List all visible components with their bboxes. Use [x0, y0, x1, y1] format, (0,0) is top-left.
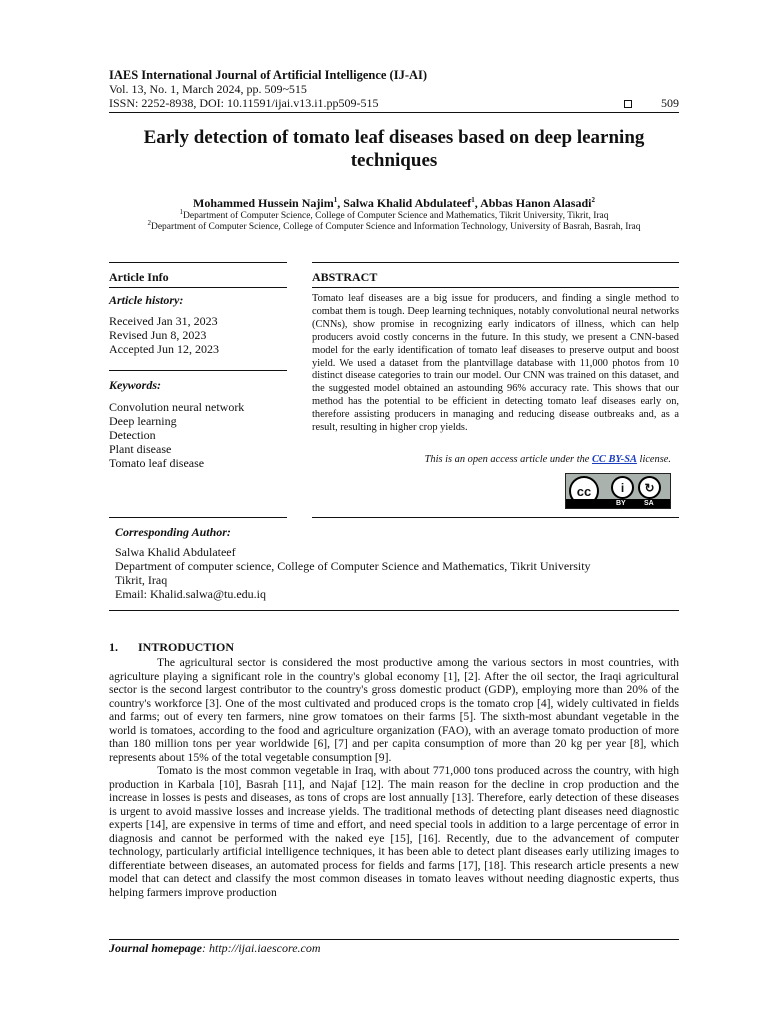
affiliation-1: [109, 207, 679, 221]
share-alike-icon: ↻: [638, 476, 661, 499]
paper-title: Early detection of tomato leaf diseases based on deep learning techniques: [143, 127, 645, 171]
keyword-item: Tomato leaf disease: [109, 456, 205, 470]
cc-by-sa-link[interactable]: CC BY-SA: [592, 454, 637, 465]
corresponding-city: Tikrit, Iraq: [115, 573, 168, 587]
affiliation-1-text: Department of Computer Science, College of Computer Science and Mathematics, Tikrit University, Tikrit, Iraq: [183, 211, 609, 221]
article-history: [109, 314, 287, 356]
license-text-pre: This is an open access article under the: [424, 454, 592, 465]
corresponding-name: Salwa Khalid Abdulateef: [115, 545, 236, 559]
affiliation-2: [109, 218, 679, 232]
section-number: 1.: [109, 640, 118, 654]
corresponding-heading: Corresponding Author:: [115, 525, 231, 539]
paragraph: Tomato is the most common vegetable in Iraq, with about 771,000 tons produced across the country, with high production in Karbala [10], Basrah [11], and Najaf [12]. The main reason for the decline in crop production and the increase in losses is pests and diseases, as tons of crops are lost annually [13]. Therefore, early detection of these diseases is urgent to avoid massive losses and increase yields. The traditional methods of detecting plant diseases need diagnostic experts [14], are expensive in terms of time and effort, and need special tools in addition to a large percentage of error in diagnosis and cannot be performed with the naked eye [15], [16]. Recently, due to the advancement of computer technology, particularly artificial intelligence techniques, it has been able to detect plant diseases early utilizing images to differentiate between diseases, an automated process for fields and farms [17], [18]. This research article presents a new model that can detect and classify the most common diseases in tomato leaves without needing diagnostic experts, thus helping farmers improve production: [109, 764, 679, 899]
info-bottom-rule: [109, 610, 679, 611]
square-icon: [624, 100, 632, 108]
journal-volume: Vol. 13, No. 1, March 2024, pp. 509~515: [109, 82, 307, 96]
author-list: [109, 196, 679, 211]
abstract-rule: [312, 287, 679, 288]
keyword-item: Plant disease: [109, 442, 172, 456]
corresponding-details: [115, 545, 679, 601]
homepage-url[interactable]: : http://ijai.iaescore.com: [202, 941, 321, 955]
keyword-list: [109, 400, 287, 470]
abstract-rule-bottom: [312, 517, 679, 518]
footer-rule: [109, 939, 679, 940]
homepage-label: Journal homepage: [109, 941, 203, 955]
corresponding-rule: [109, 517, 287, 518]
affiliation-2-text: Department of Computer Science, College of Computer Science and Information Technology, University of Basrah, Basrah, Iraq: [150, 222, 641, 232]
badge-by-label: BY: [616, 500, 626, 507]
corresponding-dept: Department of computer science, College of Computer Science and Mathematics, Tikrit University: [115, 559, 591, 573]
author-sep: ,: [337, 196, 344, 210]
accepted-date: Accepted Jun 12, 2023: [109, 342, 219, 356]
abstract-heading: ABSTRACT: [312, 270, 378, 284]
keywords-rule: [109, 370, 287, 371]
article-info-rule-top: [109, 262, 287, 263]
cc-by-sa-badge[interactable]: [565, 473, 671, 509]
section-title: INTRODUCTION: [138, 640, 235, 654]
license-line: [312, 454, 671, 465]
attribution-icon: i: [611, 476, 634, 499]
keywords-heading: Keywords:: [109, 378, 161, 392]
received-date: Received Jan 31, 2023: [109, 314, 218, 328]
journal-homepage: [109, 941, 321, 956]
journal-issn-doi: ISSN: 2252-8938, DOI: 10.11591/ijai.v13.i1.pp509-515: [109, 96, 379, 110]
intro-body: [109, 656, 679, 899]
author-sep: ,: [474, 196, 481, 210]
article-history-heading: Article history:: [109, 293, 184, 307]
cc-icon: cc: [569, 476, 599, 506]
author-1: Mohammed Hussein Najim: [193, 196, 334, 210]
affiliation-1-sup: 1: [179, 207, 183, 216]
journal-name: IAES International Journal of Artificial Intelligence (IJ-AI): [109, 68, 428, 82]
corresponding-email: Email: Khalid.salwa@tu.edu.iq: [115, 587, 267, 601]
keyword-item: Convolution neural network: [109, 400, 245, 414]
license-text-post: license.: [636, 454, 671, 465]
revised-date: Revised Jun 8, 2023: [109, 328, 207, 342]
section-heading: [109, 640, 234, 655]
keyword-item: Deep learning: [109, 414, 177, 428]
article-info-heading: Article Info: [109, 270, 169, 284]
author-2-sup: 1: [471, 196, 475, 204]
paragraph: The agricultural sector is considered the most productive among the various sectors in most countries, with agriculture playing a significant role in the country's global economy [1], [2]. After the oil sector, the Iraqi agricultural sector is the second largest contributor to the country's gross domestic product (GDP), employing more than 20% of the country's workforce [3]. One of the most cultivated and produced crops is the tomato crop [4], widely cultivated in fields and farms; out of every ten farmers, nine grow tomatoes on their farms [5]. The sixth-most abundant vegetable in the world is tomatoes, according to the food and agriculture organization (FAO), with an average tomato production of more than 180 million tons per year worldwide [6], [7] and per capita consumption of more than 20 kg per year [8], which represents about 15% of the total vegetable consumption [9].: [109, 656, 679, 764]
page-number: 509: [661, 96, 679, 110]
header-rule: [109, 112, 679, 113]
badge-sa-label: SA: [644, 500, 654, 507]
author-1-sup: 1: [333, 196, 338, 204]
page-number-block: [624, 96, 679, 111]
abstract-text: Tomato leaf diseases are a big issue for producers, and finding a single method to combat them is tough. Deep learning techniques, notably convolutional neural networks (CNNs), show promise in recognizing early indicators of illness, which can help producers avoid costly concerns in the future. In this study, we present a CNN-based model for the early identification of tomato leaf diseases to preserve output and boost yield. We used a dataset from the plantvillage database with 11,000 photos from 10 distinct disease categories to train our model. Our CNN was trained on this dataset, and the suggested model obtained an astounding 96% accuracy rate. This shows that our method has the potential to be efficient in detecting tomato leaf diseases early on, therefore assisting producers in managing and reducing disease outbreaks and, as a result, resulting in higher crop yields.: [312, 293, 679, 434]
author-3: Abbas Hanon Alasadi: [480, 196, 592, 210]
author-3-sup: 2: [591, 196, 595, 204]
article-info-rule: [109, 287, 287, 288]
keyword-item: Detection: [109, 428, 156, 442]
abstract-rule-top: [312, 262, 679, 263]
author-2: Salwa Khalid Abdulateef: [343, 196, 472, 210]
affiliation-2-sup: 2: [147, 218, 151, 227]
